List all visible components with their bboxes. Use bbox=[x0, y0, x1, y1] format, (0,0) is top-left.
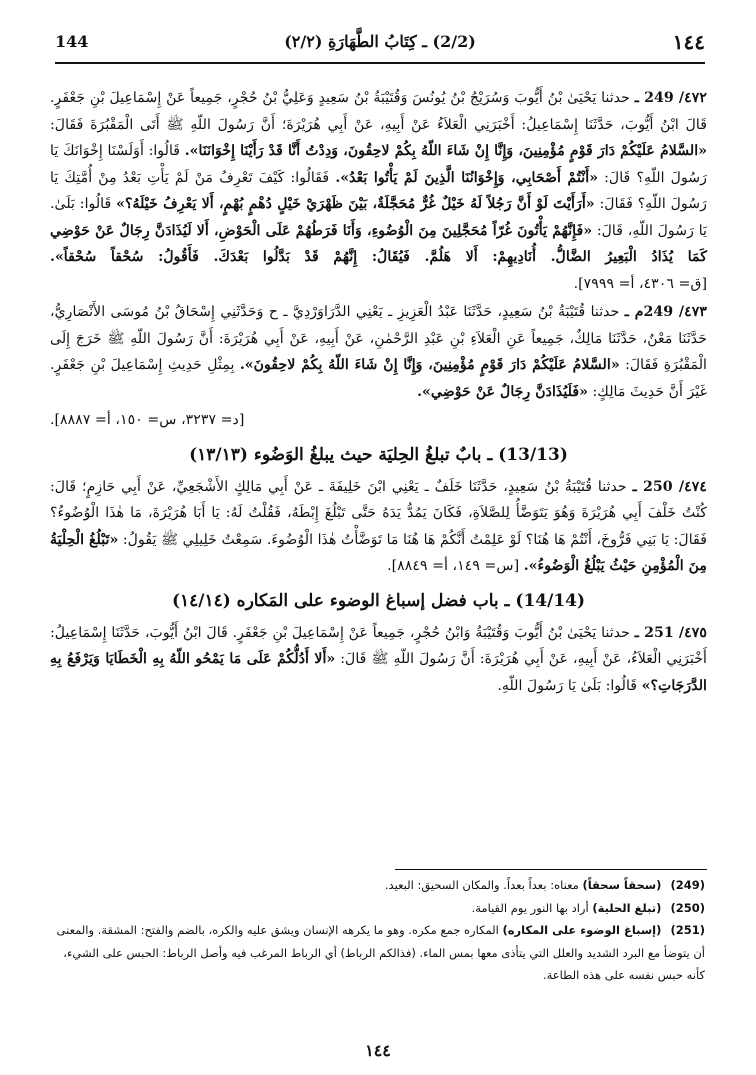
footnote-text: أراد بها النور يوم القيامة. bbox=[471, 900, 589, 915]
hadith-chain: حدثنا يَحْيَىٰ بْنُ أَيُّوبَ وَسُرَيْجُ بْنُ يُونُسَ وَقُتَيْبَةُ بْنُ سَعِيدٍ وَعَلِيُّ بْنُ حُجْرٍ، جَمِيعاً عَنْ إِسْمَاعِيلَ بْنِ جَعْفَرٍ. قَالَ ابْنُ أَيُّوبَ، حَدَّثَنَا إِسْمَاعِيلُ: أَخْبَرَنِي الْعَلاَءُ عَنْ أَبِيهِ، عَنْ أَبِي هُرَيْرَةَ؛ أَنَّ رَسُولَ اللّهِ ﷺ أَتَى الْمَقْبُرَةَ فَقَالَ: bbox=[50, 90, 707, 133]
footnote-number: (249) bbox=[670, 878, 705, 892]
footnote bbox=[55, 874, 705, 897]
hadith-number: ٤٧٤/ 250 ـ bbox=[632, 478, 707, 495]
hadith-chain: حدثنا قُتَيْبَةُ بْنُ سَعِيدٍ، حَدَّثَنَا عَبْدُ الْعَزِيزِ ـ يَعْنِي الدَّرَاوَرْدِيَّ ـ ح وَحَدَّثَنِي إِسْحَاقُ بْنُ مُوسَى الأَنْصَارِيُّ، حَدَّثَنَا مَعْنٌ، حَدَّثَنَا مَالِكٌ، جَمِيعاً عَنِ الْعَلاَءِ بْنِ عَبْدِ الرَّحْمٰنِ، عَنْ أَبِيهِ، عَنْ أَبِي هُرَيْرَةَ: أَنَّ رَسُولَ اللّهِ ﷺ خَرَجَ إِلَى الْمَقْبُرَةِ فَقَالَ: bbox=[50, 304, 707, 373]
hadith-matn: «فَإِنَّهُمْ يَأْتُونَ غُرّاً مُحَجَّلِينَ مِنَ الْوُضُوءِ، وَأَنَا فَرَطُهُمْ عَلَى الْحَوْضِ، أَلا لَيُذَادَنَّ رِجَالٌ عَنْ حَوْضِي كَمَا يُذَادُ الْبَعِيرُ الضَّالُّ. أُنَادِيهِمْ: أَلا هَلُمَّ. فَيُقَالُ: إِنَّهُمْ قَدْ بَدَّلُوا بَعْدَكَ. فَأَقُولُ: سُحْقاً سُحْقاً». bbox=[50, 222, 707, 265]
hadith-text: بِمِثْلِ حَدِيثِ إِسْمَاعِيلَ بْنِ جَعْفَرٍ. غَيْرَ أَنَّ حَدِيثَ مَالِكٍ: bbox=[50, 357, 707, 400]
hadith-matn: «السَّلامُ عَلَيْكُمْ دَارَ قَوْمٍ مُؤْمِنِينَ، وَإِنَّا إِنْ شَاءَ اللّهُ بِكُمْ لاحِقُونَ». bbox=[239, 357, 620, 373]
cross-reference: [ق= ٤٣٠٦، أ= ٧٩٩٩]. bbox=[573, 275, 707, 292]
hadith-matn: «أَرَأَيْتَ لَوْ أَنَّ رَجُلاً لَهُ خَيْلٌ غُرٌّ مُحَجَّلَةٌ، بَيْنَ ظَهْرَيْ خَيْلٍ دُهْمٍ بُهْمٍ، أَلا يَعْرِفُ خَيْلَهُ؟» bbox=[116, 196, 595, 212]
page-footer-number: ١٤٤ bbox=[365, 1041, 391, 1060]
hadith-text: فَقَالُوا: كَيْفَ تَعْرِفُ مَنْ لَمْ يَأْتِ بَعْدُ مِنْ أُمَّتِكَ يَا رَسُولَ اللّهِ؟ فَقَالَ: bbox=[50, 169, 707, 212]
footnotes bbox=[55, 874, 705, 987]
footnote-text: معناه: بعداً بعداً. والمكان السحيق: البعيد. bbox=[384, 878, 579, 892]
chapter-heading: (13/13) ـ بابٌ تبلغُ الحِليَة حيث يبلغُ الوَضُوء (١٣/١٣) bbox=[189, 444, 568, 465]
footnote-term: (تبلغ الحلية) bbox=[592, 900, 662, 915]
hadith-number: ٤٧٢/ 249 ـ bbox=[634, 90, 707, 106]
hadith-matn: «السَّلامُ عَلَيْكُمْ دَارَ قَوْمٍ مُؤْمِنِينَ، وَإِنَّا إِنْ شَاءَ اللّهُ بِكُمْ لاحِقُونَ، وَدِدْتُ أَنَّا قَدْ رَأَيْنَا إِخْوَانَنَا». bbox=[184, 143, 708, 159]
hadith-chain: حدثنا يَحْيَىٰ بْنُ أَيُّوبَ وَقُتَيْبَةُ وَابْنُ حُجْرٍ، جَمِيعاً عَنْ إِسْمَاعِيلَ بْنِ جَعْفَرٍ. قَالَ ابْنُ أَيُّوبَ، حَدَّثَنَا إِسْمَاعِيلُ: أَخْبَرَنِي الْعَلاَءُ، عَنْ أَبِيهِ، عَنْ أَبِي هُرَيْرَةَ: أَنَّ رَسُولَ اللّهِ ﷺ قَالَ: bbox=[50, 624, 707, 667]
hadith-matn: «فَلَيُذَادَنَّ رِجَالٌ عَنْ حَوْضِي». bbox=[417, 383, 588, 400]
page-header bbox=[55, 26, 705, 62]
header-rule bbox=[55, 62, 705, 64]
running-title: (2/2) ـ كِتَابُ الطَّهَارَةِ (٢/٢) bbox=[284, 32, 476, 51]
footnote-number: (251) bbox=[670, 923, 705, 937]
cross-reference-line bbox=[50, 407, 707, 434]
footnote-term: (سحقاً سحقاً) bbox=[582, 878, 662, 892]
hadith-number: ٤٧٣/ 249م ـ bbox=[624, 304, 707, 320]
hadith-475 bbox=[50, 620, 707, 700]
cross-reference: [د= ٣٢٣٧، س= ١٥٠، أ= ٨٨٨٧]. bbox=[50, 412, 245, 428]
cross-reference: [س= ١٤٩، أ= ٨٨٤٩]. bbox=[387, 558, 520, 574]
hadith-472 bbox=[50, 85, 707, 297]
page-number-latin: 144 bbox=[55, 32, 89, 51]
hadith-text: قَالُوا: أَوَلَسْنَا إِخْوَانَكَ يَا رَسُولَ اللّهِ؟ قَالَ: bbox=[50, 143, 708, 186]
hadith-chain: حدثنا قُتَيْبَةُ بْنُ سَعِيدٍ، حَدَّثَنَا خَلَفٌ ـ يَعْنِي ابْنَ خَلِيفَةَ ـ عَنْ أَبِي مَالِكٍ الأَشْجَعِيِّ، عَنْ أَبِي حَازِمٍ؛ قَالَ: كُنْتُ خَلْفَ أَبِي هُرَيْرَةَ وَهُوَ يَتَوَضَّأُ لِلصَّلاَةِ، فَكَانَ يَمُدُّ يَدَهُ حَتَّى تَبْلُغَ إِبْطَهُ، فَقُلْتُ لَهُ: يَا أَبَا هُرَيْرَةَ، مَا هٰذَا الْوُضُوءُ؟ فَقَالَ: يَا بَنِي فَرُّوخَ، أَنْتُمْ هَا هُنَا؟ لَوْ عَلِمْتُ أَنَّكُمْ هَا هُنَا مَا تَوَضَّأْتُ هٰذَا الْوُضُوءَ. سَمِعْتُ خَلِيلِي ﷺ يَقُولُ: bbox=[50, 478, 708, 548]
page-number-arabic: ١٤٤ bbox=[672, 30, 705, 54]
hadith-text: قَالُوا: بَلَىٰ. يَا رَسُولَ اللّهِ، قَالَ: bbox=[50, 196, 707, 239]
hadith-473 bbox=[50, 299, 707, 405]
footnote-number: (250) bbox=[670, 900, 705, 915]
hadith-matn: «أَنْتُمْ أَصْحَابِي، وَإِخْوَانُنَا الَّذِينَ لَمْ يَأْتُوا بَعْدُ». bbox=[335, 169, 599, 186]
hadith-474 bbox=[50, 474, 707, 580]
footnote-term: (إسباغ الوضوء على المكاره) bbox=[502, 923, 662, 937]
hadith-matn: «تَبْلُغُ الْحِلْيَةُ مِنَ الْمُؤْمِنِ حَيْثُ يَبْلُغُ الْوَضُوءُ». bbox=[50, 531, 707, 574]
footnote bbox=[55, 919, 705, 987]
chapter-heading: (14/14) ـ باب فضل إسباغ الوضوء على المَكاره (١٤/١٤) bbox=[171, 590, 586, 611]
hadith-matn: «أَلا أَدُلُّكُمْ عَلَى مَا يَمْحُو اللّهُ بِهِ الْخَطَايَا وَيَرْفَعُ بِهِ الدَّرَجَاتِ؟» bbox=[50, 651, 707, 694]
footnote-text: المكاره جمع مكره. وهو ما يكرهه الإنسان ويشق عليه والكره، بالضم والفتح: المشقة. والمعنى أن يتوضأ مع البرد الشديد والعلل التي يتأذى معها بمس الماء. (فذالكم الرباط) أي الرباط المرغب فيه وأصل الرباط: الحبس على الشيء، كأنه حبس نفسه على هذه الطاعة. bbox=[56, 923, 705, 982]
hadith-text: قَالُوا: بَلَىٰ يَا رَسُولَ اللّهِ. bbox=[497, 677, 638, 694]
hadith-number: ٤٧٥/ 251 ـ bbox=[634, 624, 707, 641]
footnote-rule bbox=[395, 869, 707, 870]
footnote bbox=[55, 897, 705, 920]
main-text bbox=[50, 85, 707, 699]
